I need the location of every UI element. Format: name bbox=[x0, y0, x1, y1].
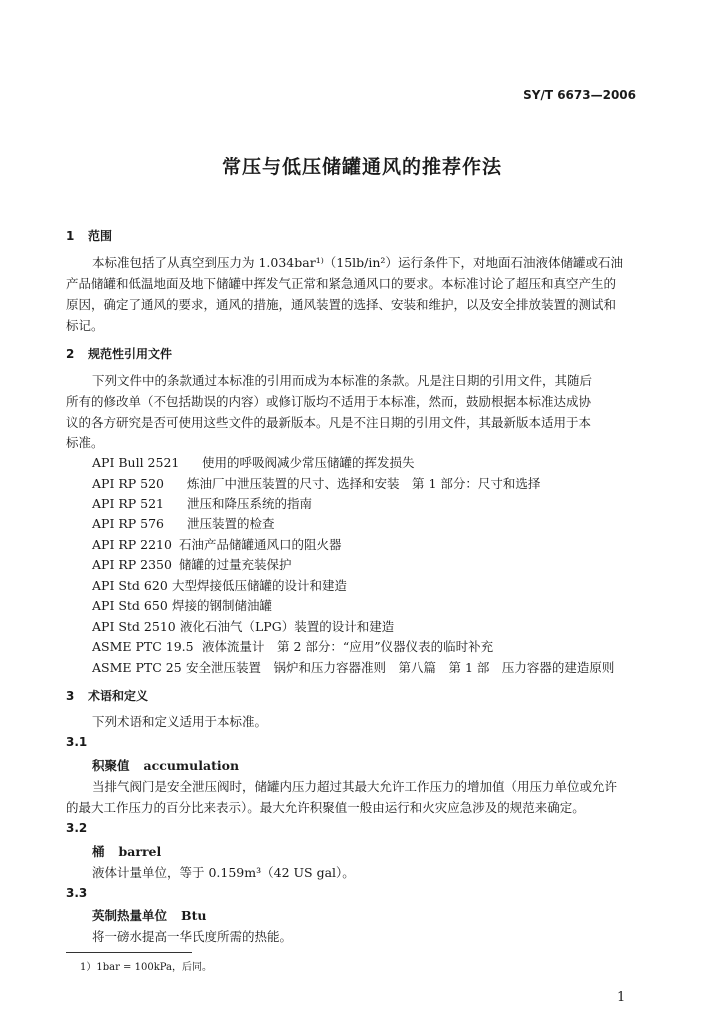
section-2-heading: 2 规范性引用文件 bbox=[66, 347, 173, 361]
term-title: 桶 barrel bbox=[92, 844, 162, 859]
term-definition-line: 的最大工作压力的百分比来表示）。最大允许积聚值一般由运行和火灾应急涉及的规范来确定。 bbox=[66, 800, 585, 815]
section-1-line: 标记。 bbox=[66, 318, 104, 333]
reference-item: API RP 576 泄压装置的检查 bbox=[92, 516, 275, 531]
page-number: 1 bbox=[617, 990, 626, 1005]
section-2-line: 标准。 bbox=[66, 435, 104, 450]
term-title: 英制热量单位 Btu bbox=[92, 908, 207, 923]
section-2-line: 所有的修改单（不包括勘误的内容）或修订版均不适用于本标准，然而，鼓励根据本标准达成协 bbox=[66, 394, 592, 409]
section-3-heading: 3 术语和定义 bbox=[66, 689, 149, 703]
reference-item: ASME PTC 25 安全泄压装置 锅炉和压力容器准则 第八篇 第 1 部 压力容器的建造原则 bbox=[92, 660, 615, 675]
reference-item: API Std 2510 液化石油气（LPG）装置的设计和建造 bbox=[92, 619, 395, 634]
section-2-line: 议的各方研究是否可使用这些文件的最新版本。凡是不注日期的引用文件，其最新版本适用于本 bbox=[66, 415, 592, 430]
section-1-heading: 1 范围 bbox=[66, 229, 113, 243]
term-definition-line: 将一磅水提高一华氏度所需的热能。 bbox=[92, 929, 293, 944]
footnote: 1）1bar = 100kPa，后同。 bbox=[80, 962, 212, 973]
term-number: 3.3 bbox=[66, 886, 88, 900]
term-number: 3.1 bbox=[66, 735, 88, 749]
term-title: 积聚值 accumulation bbox=[92, 758, 240, 773]
reference-item: API RP 521 泄压和降压系统的指南 bbox=[92, 496, 313, 511]
footnote-divider bbox=[66, 952, 192, 953]
section-1-line: 产品储罐和低温地面及地下储罐中挥发气正常和紧急通风口的要求。本标准讨论了超压和真空产生的 bbox=[66, 276, 617, 291]
reference-item: ASME PTC 19.5 液体流量计 第 2 部分：“应用”仪器仪表的临时补充 bbox=[92, 639, 494, 654]
reference-item: API Std 620 大型焊接低压储罐的设计和建造 bbox=[92, 578, 348, 593]
reference-item: API RP 2210 石油产品储罐通风口的阻火器 bbox=[92, 537, 342, 552]
term-definition-line: 当排气阀门是安全泄压阀时，储罐内压力超过其最大允许工作压力的增加值（用压力单位或允许 bbox=[92, 779, 618, 794]
section-1-line: 原因，确定了通风的要求，通风的措施，通风装置的选择、安装和维护，以及安全排放装置的测试和 bbox=[66, 297, 617, 312]
reference-item: API RP 2350 储罐的过量充装保护 bbox=[92, 557, 292, 572]
reference-item: API RP 520 炼油厂中泄压装置的尺寸、选择和安装 第 1 部分：尺寸和选择 bbox=[92, 476, 541, 491]
section-1-line: 本标准包括了从真空到压力为 1.034bar¹⁾（15lb/in²）运行条件下，对地面石油液体储罐或石油 bbox=[92, 255, 623, 270]
standard-number: SY/T 6673—2006 bbox=[523, 88, 636, 102]
section-3-intro: 下列术语和定义适用于本标准。 bbox=[92, 714, 268, 729]
reference-item: API Std 650 焊接的钢制储油罐 bbox=[92, 598, 273, 613]
reference-item: API Bull 2521 使用的呼吸阀减少常压储罐的挥发损失 bbox=[92, 455, 415, 470]
section-2-line: 下列文件中的条款通过本标准的引用而成为本标准的条款。凡是注日期的引用文件，其随后 bbox=[92, 373, 593, 388]
document-title: 常压与低压储罐通风的推荐作法 bbox=[221, 156, 502, 178]
term-definition-line: 液体计量单位，等于 0.159m³（42 US gal）。 bbox=[92, 865, 355, 880]
term-number: 3.2 bbox=[66, 821, 88, 835]
